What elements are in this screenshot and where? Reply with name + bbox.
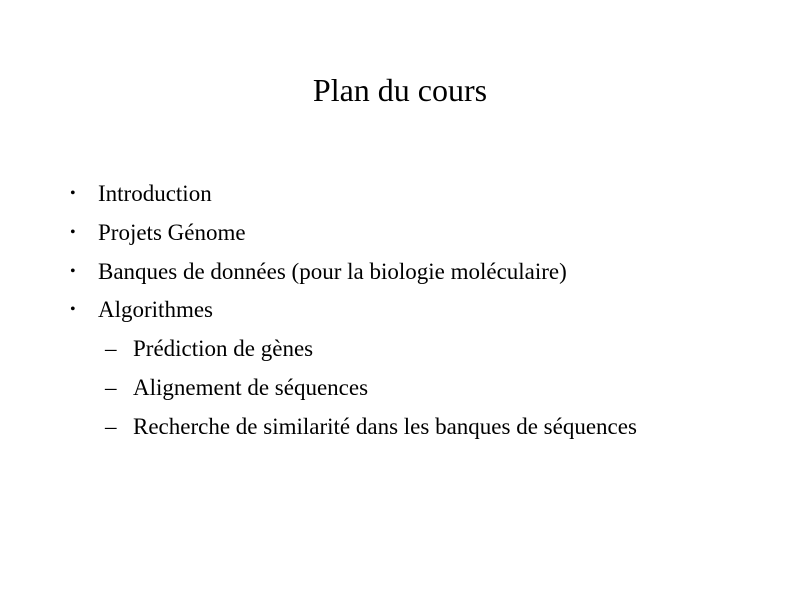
dash-marker: – [105,374,117,400]
sub-list-item-text: Prédiction de gènes [133,336,314,362]
list-item-text: Algorithmes [98,297,213,323]
bullet-marker: • [70,223,76,241]
bullet-marker: • [70,185,76,202]
sub-list-item-text: Alignement de séquences [133,374,369,400]
bullet-marker: • [70,301,76,319]
list-item-text: Banques de données (pour la biologie moléculaire) [98,258,567,284]
slide-title: Plan du cours [312,72,488,108]
list-item-text: Projets Génome [98,219,246,245]
bullet-marker: • [70,262,76,280]
dash-marker: – [105,413,117,439]
dash-marker: – [105,336,117,362]
list-item-text: Introduction [98,181,212,206]
sub-list-item-text: Recherche de similarité dans les banques de séquences [133,413,637,439]
